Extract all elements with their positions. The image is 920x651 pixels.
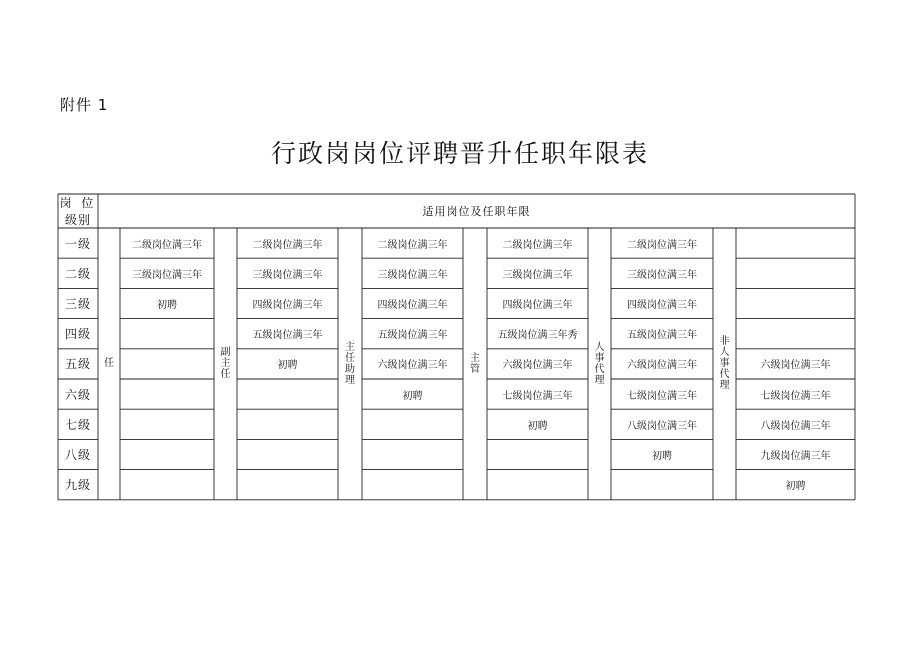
table-cell: 五级岗位满三年 <box>627 330 697 342</box>
group-label: 任 <box>104 358 114 370</box>
table-cell: 三级岗位满三年 <box>377 269 448 281</box>
table-cell: 三级岗位满三年 <box>502 269 573 281</box>
table-cell: 初聘 <box>785 481 806 493</box>
level-label: 四级 <box>64 327 91 342</box>
level-label: 二级 <box>64 266 91 281</box>
group-label: 主 任 助 理 <box>345 341 355 386</box>
level-label: 七级 <box>64 417 91 432</box>
level-label: 五级 <box>64 357 91 372</box>
level-label: 三级 <box>64 296 91 311</box>
table-cell: 初聘 <box>277 360 298 372</box>
table-cell: 二级岗位满三年 <box>502 239 573 251</box>
level-label: 六级 <box>64 387 91 402</box>
table-cell: 初聘 <box>652 450 672 462</box>
table-cell: 四级岗位满三年 <box>627 299 697 311</box>
table-cell: 七级岗位满三年 <box>627 390 697 402</box>
level-label: 九级 <box>64 478 91 493</box>
group-label: 副 主 任 <box>220 347 231 381</box>
table-cell: 四级岗位满三年 <box>502 299 573 311</box>
table-cell: 二级岗位满三年 <box>627 239 697 251</box>
table-cell: 二级岗位满三年 <box>252 239 323 251</box>
table-cell: 三级岗位满三年 <box>132 269 202 281</box>
corner-label-top: 岗 位 <box>59 196 97 210</box>
table-cell: 初聘 <box>402 390 423 402</box>
level-label: 一级 <box>64 236 91 251</box>
table-cell: 三级岗位满三年 <box>627 269 697 281</box>
table-cell: 六级岗位满三年 <box>502 360 573 372</box>
table-cell: 五级岗位满三年秀 <box>497 330 578 342</box>
group-label: 非 人 事 代 理 <box>719 336 730 392</box>
table-cell: 四级岗位满三年 <box>252 299 323 311</box>
table-cell: 六级岗位满三年 <box>760 360 831 372</box>
table-cell: 九级岗位满三年 <box>760 450 831 462</box>
table-cell: 八级岗位满三年 <box>760 420 831 432</box>
table-cell: 五级岗位满三年 <box>252 330 323 342</box>
table-cell: 二级岗位满三年 <box>377 239 448 251</box>
table-cell: 初聘 <box>527 420 548 432</box>
corner-label-bottom: 级别 <box>64 213 91 227</box>
group-label: 人 事 代 理 <box>594 341 605 386</box>
group-label: 主 管 <box>470 352 480 375</box>
table-cell: 二级岗位满三年 <box>132 239 202 251</box>
table-cell: 八级岗位满三年 <box>627 420 697 432</box>
table-cell: 五级岗位满三年 <box>377 330 448 342</box>
table-cell: 四级岗位满三年 <box>377 299 448 311</box>
table-cell: 六级岗位满三年 <box>627 360 697 372</box>
table-cell: 初聘 <box>157 299 177 311</box>
attachment-label: 附件 1 <box>60 96 109 114</box>
level-label: 八级 <box>64 447 91 462</box>
table-cell: 六级岗位满三年 <box>377 360 448 372</box>
table-cell: 七级岗位满三年 <box>502 390 573 402</box>
table-cell: 七级岗位满三年 <box>760 390 831 402</box>
table-header: 适用岗位及任职年限 <box>422 205 531 218</box>
table-cell: 三级岗位满三年 <box>252 269 323 281</box>
document-title: 行政岗岗位评聘晋升任职年限表 <box>270 139 649 168</box>
